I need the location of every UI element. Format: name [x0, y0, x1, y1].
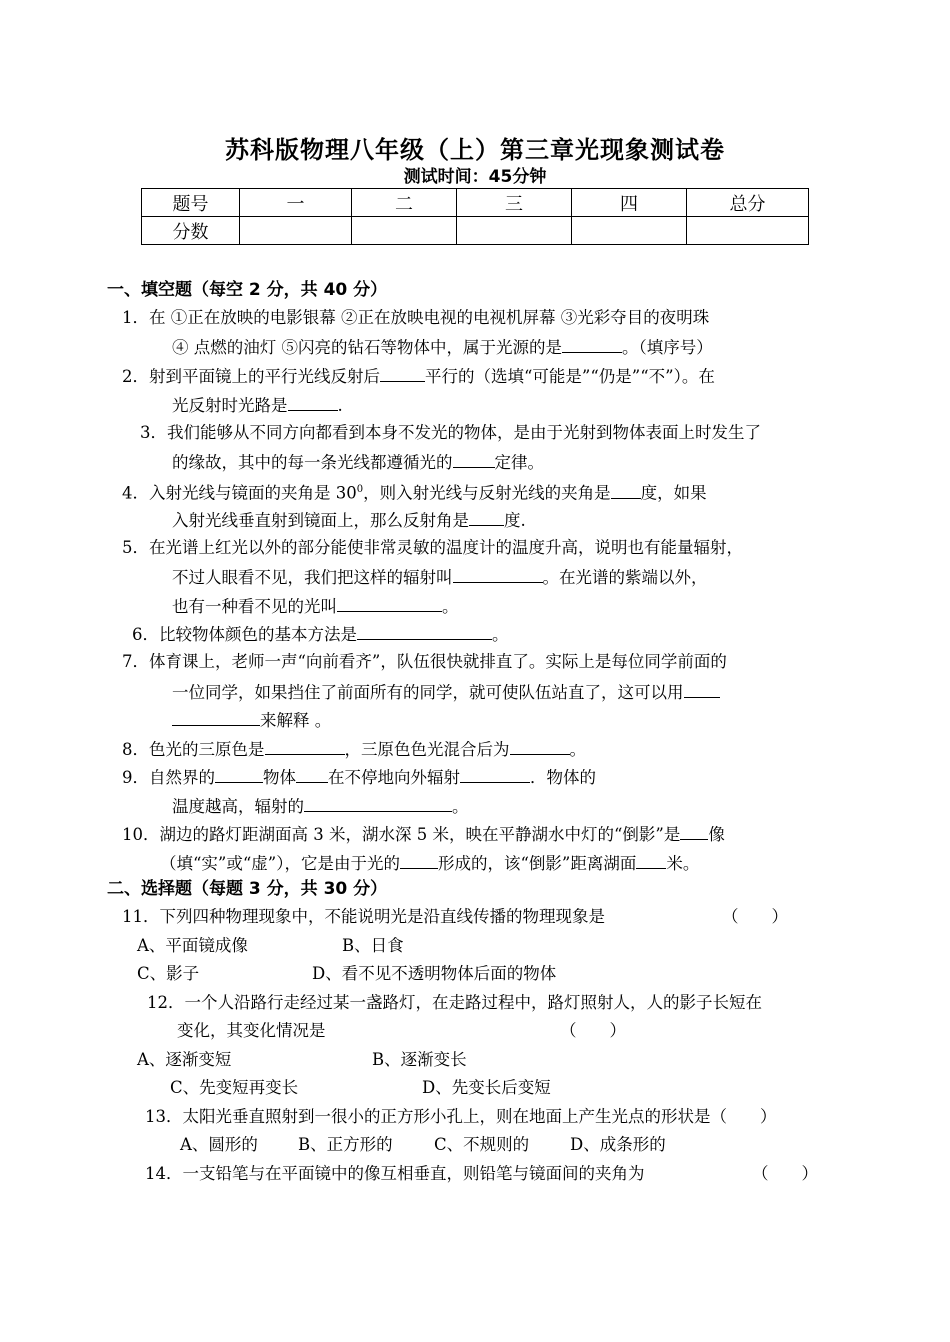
header-cell: 题号 — [142, 189, 240, 217]
answer-blank[interactable] — [265, 737, 345, 755]
answer-paren[interactable]: （ ） — [722, 907, 788, 926]
answer-blank[interactable] — [172, 708, 260, 726]
question-9-line-2: 温度越高，辐射的 。 — [172, 794, 469, 818]
page-title: 苏科版物理八年级（上）第三章光现象测试卷 — [225, 136, 725, 164]
question-7-line-3: 来解释 。 — [172, 708, 331, 732]
answer-blank[interactable] — [215, 765, 263, 783]
question-1-line-2: ④ 点燃的油灯 ⑤闪亮的钻石等物体中，属于光源的是 。（填序号） — [172, 335, 713, 359]
answer-blank[interactable] — [288, 393, 338, 411]
answer-blank[interactable] — [469, 508, 504, 526]
question-3-line-2: 的缘故，其中的每一条光线都遵循光的 定律。 — [172, 450, 544, 474]
answer-blank[interactable] — [684, 680, 720, 698]
answer-blank[interactable] — [460, 765, 530, 783]
option-b: B、正方形的 — [298, 1135, 393, 1154]
option-d: D、先变长后变短 — [422, 1078, 551, 1097]
question-2-line-2: 光反射时光路是 . — [172, 393, 343, 417]
option-a: A、逐渐变短 — [137, 1050, 232, 1069]
question-5-line-1: 5．在光谱上红光以外的部分能使非常灵敏的温度计的温度升高，说明也有能量辐射， — [122, 538, 743, 557]
answer-blank[interactable] — [510, 737, 570, 755]
question-5-line-2: 不过人眼看不见，我们把这样的辐射叫 。在光谱的紫端以外， — [172, 565, 708, 589]
answer-blank[interactable] — [304, 794, 452, 812]
question-4-line-1: 4．入射光线与镜面的夹角是 $30^0$，则入射光线与反射光线的夹角是 度，如果 — [122, 479, 707, 505]
question-7-line-1: 7．体育课上，老师一声“向前看齐”，队伍很快就排直了。实际上是每位同学前面的 — [122, 652, 727, 671]
answer-blank[interactable] — [380, 364, 425, 382]
option-d: D、成条形的 — [570, 1135, 666, 1154]
question-12-line-2: 变化，其变化情况是 — [177, 1021, 326, 1040]
section-heading-multiple-choice: 二、选择题（每题 3 分，共 30 分） — [107, 879, 388, 899]
answer-paren[interactable]: （ ） — [752, 1164, 818, 1183]
question-9-line-1: 9．自然界的 物体 在不停地向外辐射 ．物体的 — [122, 765, 596, 789]
section-heading-fill-blank: 一、填空题（每空 2 分，共 40 分） — [107, 280, 388, 300]
option-d: D、看不见不透明物体后面的物体 — [312, 964, 557, 983]
score-table-score-row — [142, 217, 809, 245]
answer-blank[interactable] — [296, 765, 328, 783]
question-3-line-1: 3．我们能够从不同方向都看到本身不发光的物体，是由于光射到物体表面上时发生了 — [140, 423, 761, 442]
option-c: C、先变短再变长 — [170, 1078, 299, 1097]
answer-paren[interactable]: （ ） — [560, 1021, 626, 1040]
answer-blank[interactable] — [562, 335, 622, 353]
question-14-stem: 14．一支铅笔与在平面镜中的像互相垂直，则铅笔与镜面间的夹角为 — [145, 1164, 645, 1183]
question-12-line-1: 12．一个人沿路行走经过某一盏路灯，在走路过程中，路灯照射人，人的影子长短在 — [147, 993, 762, 1012]
row-label: 分数 — [142, 217, 240, 245]
question-13-stem: 13．太阳光垂直照射到一很小的正方形小孔上，则在地面上产生光点的形状是（ ） — [145, 1107, 777, 1126]
test-duration: 测试时间：45分钟 — [403, 167, 547, 187]
option-a: A、平面镜成像 — [137, 936, 248, 955]
answer-blank[interactable] — [400, 851, 438, 869]
option-b: B、日食 — [342, 936, 404, 955]
question-6: 6．比较物体颜色的基本方法是 。 — [132, 622, 509, 646]
score-cell[interactable] — [240, 217, 352, 245]
header-cell: 一 — [240, 189, 352, 217]
score-cell[interactable] — [457, 217, 572, 245]
option-a: A、圆形的 — [180, 1135, 258, 1154]
score-table-header-row — [142, 189, 809, 217]
answer-blank[interactable] — [611, 481, 641, 499]
answer-blank[interactable] — [680, 822, 708, 840]
header-cell: 三 — [457, 189, 572, 217]
question-7-line-2: 一位同学，如果挡住了前面所有的同学，就可使队伍站直了，这可以用 — [172, 680, 720, 704]
answer-blank[interactable] — [357, 622, 492, 640]
option-c: C、不规则的 — [434, 1135, 530, 1154]
question-10-line-1: 10．湖边的路灯距湖面高 3 米，湖水深 5 米，映在平静湖水中灯的“倒影”是 像 — [122, 822, 725, 846]
option-c: C、影子 — [137, 964, 200, 983]
answer-blank[interactable] — [337, 594, 442, 612]
question-2-line-1: 2．射到平面镜上的平行光线反射后 平行的（选填“可能是”“仍是”“不”）。在 — [122, 364, 715, 388]
question-1-line-1: 1．在 ①正在放映的电影银幕 ②正在放映电视的电视机屏幕 ③光彩夺目的夜明珠 — [122, 308, 710, 327]
header-cell: 总分 — [687, 189, 809, 217]
question-10-line-2: （填“实”或“虚”），它是由于光的 形成的，该“倒影”距离湖面 米。 — [160, 851, 699, 875]
answer-blank[interactable] — [453, 450, 495, 468]
score-table — [141, 188, 809, 245]
question-5-line-3: 也有一种看不见的光叫 。 — [172, 594, 459, 618]
question-11-stem: 11．下列四种物理现象中，不能说明光是沿直线传播的物理现象是 — [122, 907, 605, 926]
score-cell[interactable] — [687, 217, 809, 245]
score-cell[interactable] — [352, 217, 457, 245]
answer-blank[interactable] — [636, 851, 666, 869]
question-4-line-2: 入射光线垂直射到镜面上，那么反射角是 度. — [172, 508, 526, 532]
header-cell: 二 — [352, 189, 457, 217]
answer-blank[interactable] — [453, 565, 543, 583]
option-b: B、逐渐变长 — [372, 1050, 467, 1069]
score-cell[interactable] — [572, 217, 687, 245]
header-cell: 四 — [572, 189, 687, 217]
question-8: 8．色光的三原色是 ，三原色色光混合后为 。 — [122, 737, 586, 761]
